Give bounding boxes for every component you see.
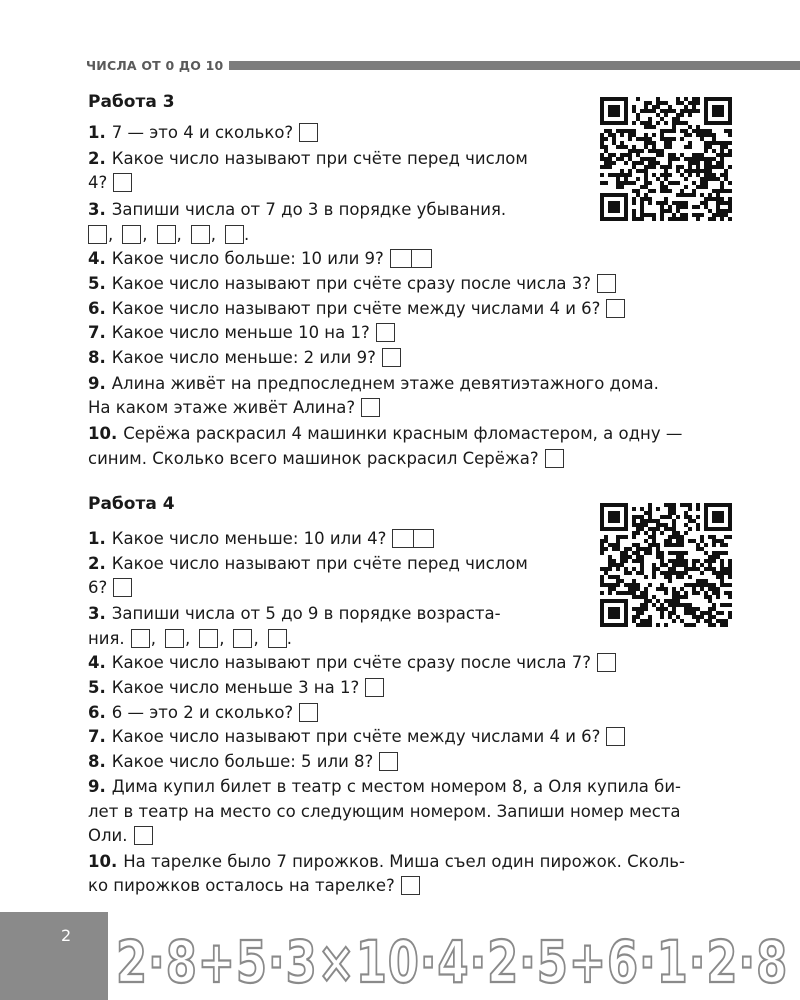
- answer-box[interactable]: [382, 348, 401, 367]
- answer-box[interactable]: [401, 876, 420, 895]
- work4-question-3-boxes: ния. , , , , .: [88, 629, 292, 648]
- footer-page-block: [0, 912, 108, 1000]
- work4-question-1: 1. Какое число меньше: 10 или 4?: [88, 528, 434, 550]
- answer-box[interactable]: [165, 629, 184, 648]
- answer-box[interactable]: [122, 225, 141, 244]
- work4-question-10-cont: ко пирожков осталось на тарелке?: [88, 875, 420, 897]
- work4-question-9: 9. Дима купил билет в театр с местом номером 8, а Оля купила би-: [88, 777, 681, 796]
- answer-box[interactable]: [299, 123, 318, 142]
- work4-question-5: 5. Какое число меньше 3 на 1?: [88, 677, 384, 699]
- answer-box[interactable]: [299, 703, 318, 722]
- answer-box[interactable]: [606, 299, 625, 318]
- work4-question-9-cont2: Оли.: [88, 825, 153, 847]
- answer-box[interactable]: [233, 629, 252, 648]
- work4-question-9-cont: лет в театр на место со следующим номером. Запиши номер места: [88, 802, 681, 821]
- work3-question-5: 5. Какое число называют при счёте сразу после числа 3?: [88, 273, 616, 295]
- answer-box[interactable]: [376, 323, 395, 342]
- answer-box[interactable]: [365, 678, 384, 697]
- work3-question-9: 9. Алина живёт на предпоследнем этаже девятиэтажного дома.: [88, 374, 659, 393]
- work4-question-2: 2. Какое число называют при счёте перед числом: [88, 554, 528, 573]
- answer-box[interactable]: [606, 727, 625, 746]
- answer-box-double[interactable]: [390, 249, 432, 268]
- work3-question-3-boxes: , , , , .: [88, 224, 249, 246]
- work4-question-10: 10. На тарелке было 7 пирожков. Миша съел один пирожок. Сколь-: [88, 852, 685, 871]
- answer-box[interactable]: [361, 398, 380, 417]
- answer-box[interactable]: [597, 274, 616, 293]
- header-bar: [229, 61, 800, 70]
- work3-question-7: 7. Какое число меньше 10 на 1?: [88, 322, 395, 344]
- page-number: 2: [61, 926, 72, 945]
- answer-box[interactable]: [379, 752, 398, 771]
- answer-box[interactable]: [545, 449, 564, 468]
- answer-box[interactable]: [134, 826, 153, 845]
- work4-question-6: 6. 6 — это 2 и сколько?: [88, 702, 318, 724]
- work3-question-2-cont: 4?: [88, 172, 132, 194]
- qr-code-icon[interactable]: [600, 503, 732, 627]
- answer-box[interactable]: [131, 629, 150, 648]
- answer-box[interactable]: [88, 225, 107, 244]
- work4-title: Работа 4: [88, 494, 175, 514]
- work4-question-8: 8. Какое число больше: 5 или 8?: [88, 751, 398, 773]
- answer-box[interactable]: [225, 225, 244, 244]
- footer-decor-text: 2·8+5·3×10·4·2·5+6·1·2·8: [116, 928, 788, 996]
- work3-question-3: 3. Запиши числа от 7 до 3 в порядке убывания.: [88, 200, 507, 219]
- qr-code-icon[interactable]: [600, 97, 732, 221]
- work3-question-10: 10. Серёжа раскрасил 4 машинки красным фломастером, а одну —: [88, 424, 683, 443]
- answer-box[interactable]: [191, 225, 210, 244]
- answer-box[interactable]: [113, 173, 132, 192]
- work3-question-1: 1. 7 — это 4 и сколько?: [88, 122, 318, 144]
- answer-box[interactable]: [113, 578, 132, 597]
- answer-box[interactable]: [597, 653, 616, 672]
- work3-question-9-cont: На каком этаже живёт Алина?: [88, 397, 380, 419]
- answer-box-double[interactable]: [392, 529, 434, 548]
- work3-question-8: 8. Какое число меньше: 2 или 9?: [88, 347, 401, 369]
- answer-box[interactable]: [199, 629, 218, 648]
- work4-question-3: 3. Запиши числа от 5 до 9 в порядке возраста-: [88, 604, 501, 623]
- footer-decorative-numbers: [108, 912, 800, 1000]
- work3-question-10-cont: синим. Сколько всего машинок раскрасил Серёжа?: [88, 448, 564, 470]
- running-header: [86, 55, 800, 75]
- work4-question-7: 7. Какое число называют при счёте между числами 4 и 6?: [88, 726, 625, 748]
- answer-box[interactable]: [157, 225, 176, 244]
- work3-question-4: 4. Какое число больше: 10 или 9?: [88, 248, 432, 270]
- work4-question-4: 4. Какое число называют при счёте сразу после числа 7?: [88, 652, 616, 674]
- work4-question-2-cont: 6?: [88, 577, 132, 599]
- work3-title: Работа 3: [88, 92, 175, 112]
- work3-question-2: 2. Какое число называют при счёте перед числом: [88, 149, 528, 168]
- answer-box[interactable]: [268, 629, 287, 648]
- work3-question-6: 6. Какое число называют при счёте между числами 4 и 6?: [88, 298, 625, 320]
- header-title: ЧИСЛА ОТ 0 ДО 10: [86, 57, 224, 73]
